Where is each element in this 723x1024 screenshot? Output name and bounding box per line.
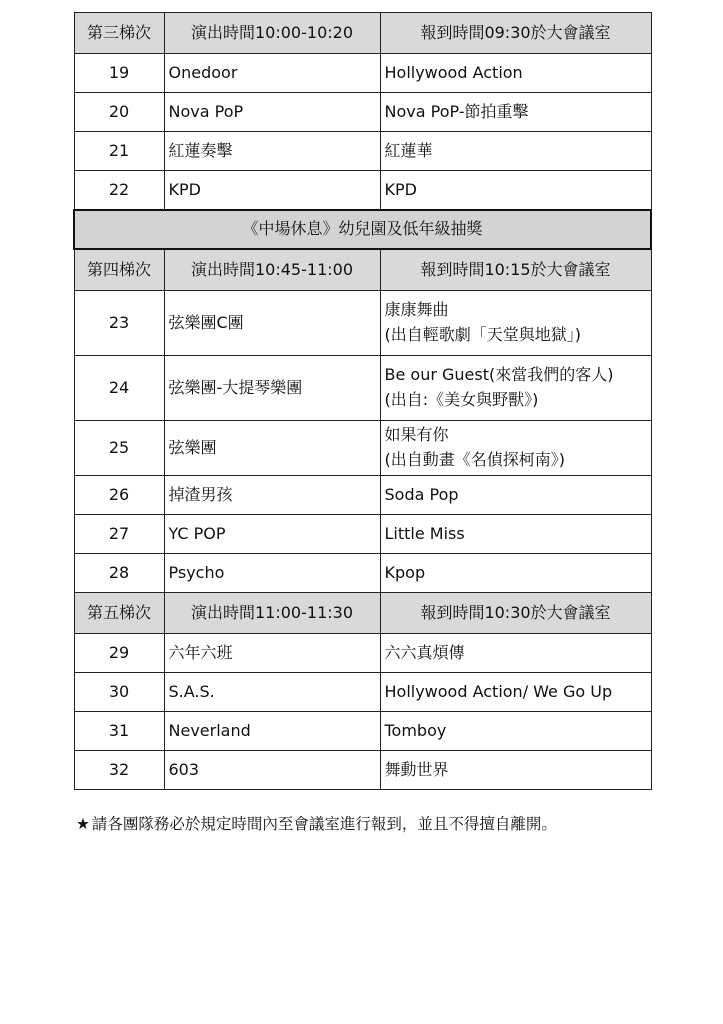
table-row [74, 476, 651, 515]
team-name: 弦樂團C團 [164, 291, 380, 356]
footnote [76, 812, 557, 834]
song-title [380, 751, 651, 790]
performance-time: 演出時間10:00-10:20 [164, 13, 380, 54]
song-title-line: KPD [384, 179, 417, 199]
song-title [380, 712, 651, 751]
song-title-line: 舞動世界 [384, 759, 449, 779]
table-row [74, 132, 651, 171]
song-title-line: Be our Guest(來當我們的客人) [384, 365, 614, 385]
round-header-row [74, 593, 651, 634]
song-title [380, 356, 651, 421]
break-label: 《中場休息》幼兒園及低年級抽獎 [74, 210, 651, 249]
performance-number: 26 [74, 476, 164, 515]
song-title [380, 673, 651, 712]
song-title-line: 康康舞曲 [384, 300, 449, 320]
song-title-line: Nova PoP-節拍重擊 [384, 101, 529, 121]
table-row [74, 291, 651, 356]
performance-number: 31 [74, 712, 164, 751]
table-row [74, 171, 651, 211]
song-title [380, 421, 651, 476]
song-title-line: Hollywood Action [384, 62, 523, 82]
report-time: 報到時間10:30於大會議室 [380, 593, 651, 634]
song-title [380, 54, 651, 93]
round-label: 第四梯次 [74, 249, 164, 291]
table-row [74, 421, 651, 476]
round-label: 第五梯次 [74, 593, 164, 634]
team-name: 掉渣男孩 [164, 476, 380, 515]
table-row [74, 554, 651, 593]
song-title-line: Little Miss [384, 523, 465, 543]
song-title-line: Hollywood Action/ We Go Up [384, 681, 613, 701]
song-source-line: (出自輕歌劇「天堂與地獄」) [384, 325, 581, 344]
performance-number: 30 [74, 673, 164, 712]
song-title-line: Kpop [384, 562, 426, 582]
table-row [74, 634, 651, 673]
performance-number: 25 [74, 421, 164, 476]
song-title [380, 291, 651, 356]
song-title [380, 476, 651, 515]
performance-number: 19 [74, 54, 164, 93]
song-title [380, 171, 651, 211]
performance-number: 28 [74, 554, 164, 593]
song-title [380, 634, 651, 673]
song-source-line: (出自動畫《名偵探柯南》) [384, 450, 565, 469]
song-title-line: 紅蓮華 [384, 140, 433, 160]
team-name: 紅蓮奏擊 [164, 132, 380, 171]
song-title-line: Soda Pop [384, 484, 459, 504]
team-name: Psycho [164, 554, 380, 593]
schedule-body [74, 13, 651, 790]
performance-number: 22 [74, 171, 164, 211]
song-source-line: (出自:《美女與野獸》) [384, 390, 539, 409]
team-name: 603 [164, 751, 380, 790]
team-name: KPD [164, 171, 380, 211]
performance-number: 20 [74, 93, 164, 132]
song-title-line: 六六真煩傳 [384, 642, 465, 662]
table-row [74, 712, 651, 751]
table-row [74, 54, 651, 93]
song-title-line: 如果有你 [384, 425, 449, 445]
footnote-text: 請各團隊務必於規定時間內至會議室進行報到，並且不得擅自離開。 [91, 815, 557, 833]
table-row [74, 673, 651, 712]
team-name: 六年六班 [164, 634, 380, 673]
performance-number: 29 [74, 634, 164, 673]
report-time: 報到時間09:30於大會議室 [380, 13, 651, 54]
team-name: Neverland [164, 712, 380, 751]
star-icon: ★ [76, 815, 90, 833]
performance-number: 27 [74, 515, 164, 554]
schedule-table [73, 12, 652, 790]
table-row [74, 515, 651, 554]
table-row [74, 751, 651, 790]
break-row [74, 210, 651, 249]
performance-time: 演出時間10:45-11:00 [164, 249, 380, 291]
round-header-row [74, 13, 651, 54]
performance-number: 24 [74, 356, 164, 421]
performance-number: 32 [74, 751, 164, 790]
performance-number: 23 [74, 291, 164, 356]
team-name: S.A.S. [164, 673, 380, 712]
team-name: 弦樂團 [164, 421, 380, 476]
report-time: 報到時間10:15於大會議室 [380, 249, 651, 291]
team-name: Onedoor [164, 54, 380, 93]
table-row [74, 356, 651, 421]
song-title [380, 554, 651, 593]
performance-time: 演出時間11:00-11:30 [164, 593, 380, 634]
song-title-line: Tomboy [384, 720, 447, 740]
round-label: 第三梯次 [74, 13, 164, 54]
team-name: 弦樂團-大提琴樂團 [164, 356, 380, 421]
team-name: YC POP [164, 515, 380, 554]
performance-number: 21 [74, 132, 164, 171]
song-title [380, 515, 651, 554]
song-title [380, 93, 651, 132]
team-name: Nova PoP [164, 93, 380, 132]
song-title [380, 132, 651, 171]
round-header-row [74, 249, 651, 291]
table-row [74, 93, 651, 132]
